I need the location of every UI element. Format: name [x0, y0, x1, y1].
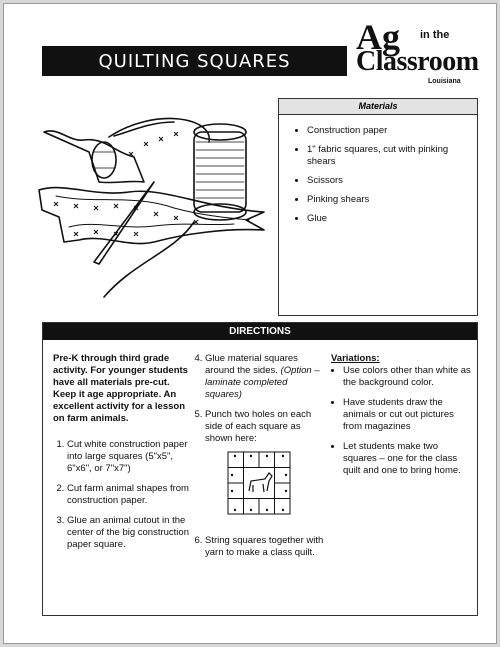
- list-item: 2. Cut farm animal shapes from construction paper.: [67, 483, 193, 507]
- directions-column-2: [191, 353, 326, 567]
- list-item: • Glue: [307, 213, 477, 225]
- list-item: [205, 409, 326, 527]
- steps-list-1: [53, 439, 193, 551]
- list-item: [205, 353, 326, 401]
- materials-box: [278, 98, 478, 316]
- step-option: (Option – laminate completed squares): [205, 365, 320, 400]
- logo-classroom: Classroom: [356, 46, 479, 77]
- list-item: 6. String squares together with yarn to make a class quilt.: [205, 535, 326, 559]
- thread-and-fabric-illustration: [34, 112, 272, 302]
- ag-in-the-classroom-logo: [356, 17, 479, 92]
- logo-state: Louisiana: [428, 78, 461, 85]
- list-item: • Use colors other than white as the background color.: [343, 365, 471, 389]
- directions-intro: Pre-K through third grade activity. For younger students have all materials pre-cut. Keep it age appropriate. An excellent activity for a lesson on farm animals.: [53, 353, 188, 424]
- variations-list: [331, 365, 471, 477]
- list-item: • Scissors: [307, 175, 477, 187]
- directions-box: [42, 322, 478, 616]
- materials-heading: Materials: [279, 99, 477, 115]
- directions-heading: DIRECTIONS: [43, 323, 477, 340]
- list-item: • 1" fabric squares, cut with pinking shears: [307, 144, 477, 168]
- step-text: Glue material squares around the sides.: [205, 353, 298, 376]
- page-title: QUILTING SQUARES: [42, 46, 347, 76]
- list-item: • Pinking shears: [307, 194, 477, 206]
- directions-column-1: [53, 353, 193, 559]
- list-item: • Let students make two squares – one for the class quilt and one to bring home.: [343, 441, 471, 477]
- directions-column-3: [331, 353, 471, 485]
- worksheet-page: [3, 3, 497, 644]
- list-item: • Have students draw the animals or cut out pictures from magazines: [343, 397, 471, 433]
- logo-ag: Ag: [356, 17, 400, 57]
- variations-heading: Variations:: [331, 353, 380, 364]
- horse-icon: [249, 473, 272, 492]
- list-item: 3. Glue an animal cutout in the center of the big construction paper square.: [67, 515, 193, 551]
- list-item: • Construction paper: [307, 125, 477, 137]
- logo-in-the: in the: [420, 29, 450, 41]
- steps-list-2: [191, 353, 326, 559]
- quilt-square-diagram: [227, 451, 291, 515]
- list-item: 1. Cut white construction paper into large squares (5"x5", 6"x6", or 7"x7"): [67, 439, 193, 475]
- step-text: Punch two holes on each side of each square as shown here:: [205, 409, 312, 444]
- materials-list: [279, 125, 477, 225]
